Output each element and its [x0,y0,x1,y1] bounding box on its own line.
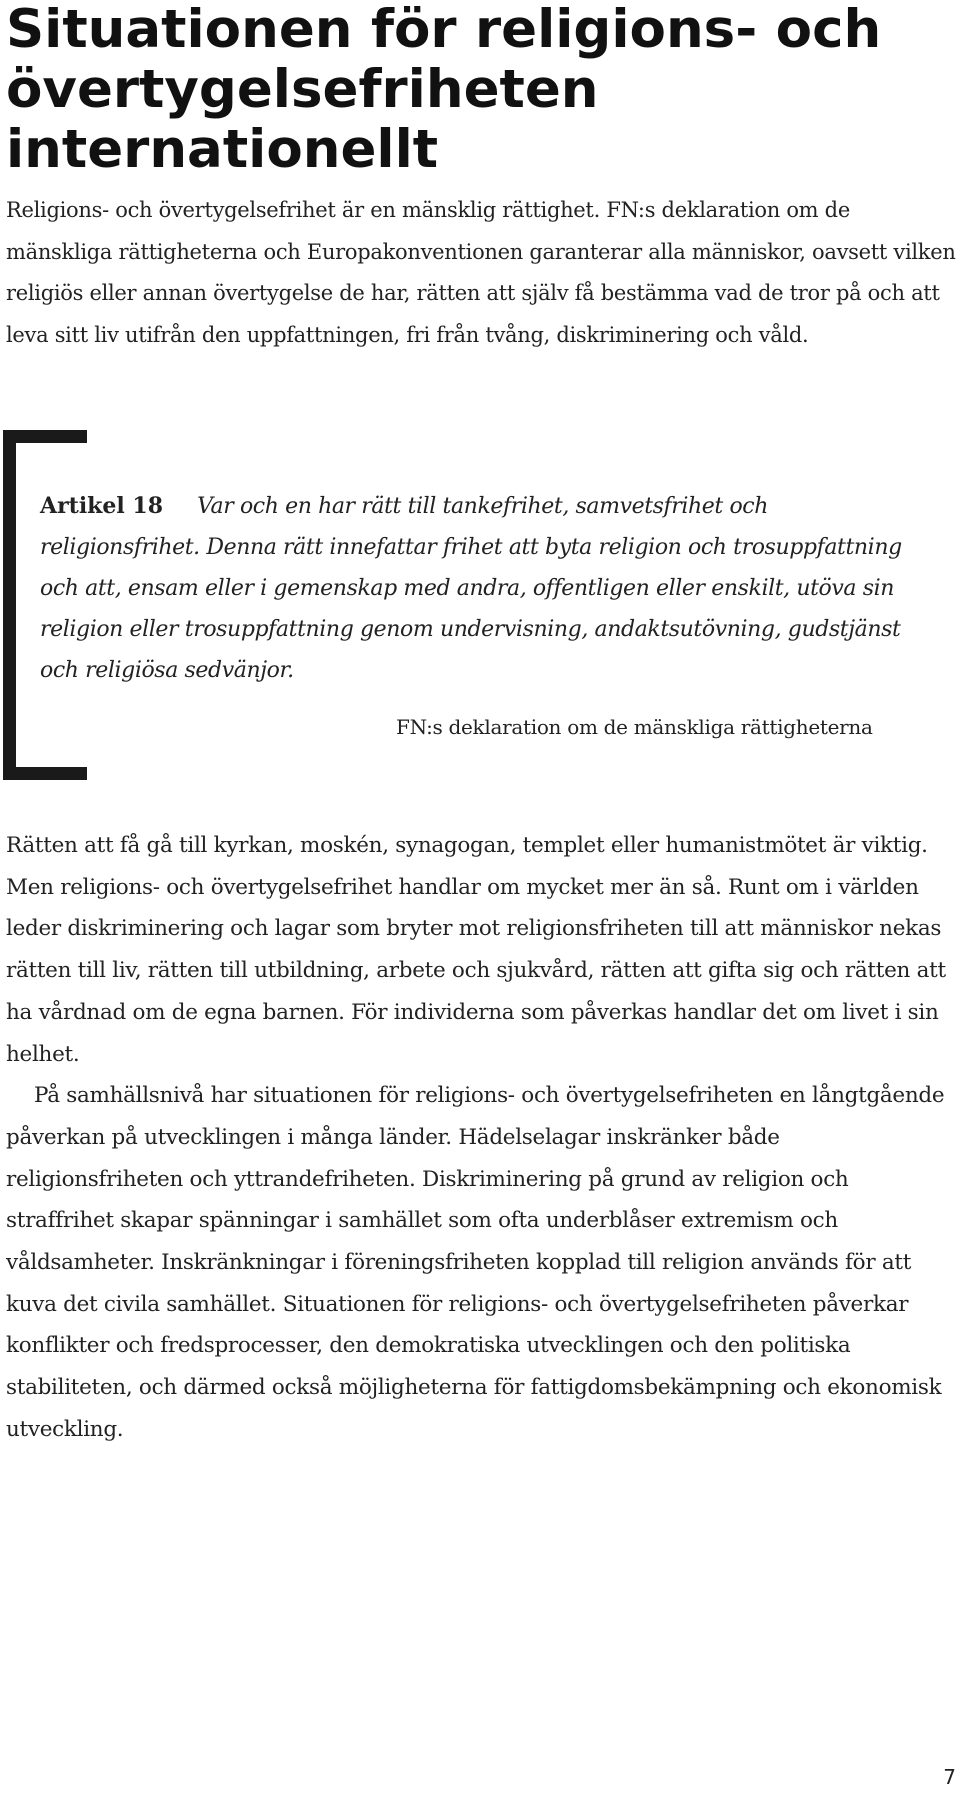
page-number: 7 [943,1765,956,1789]
page-title: Situationen för religions- och övertygelsefriheten internationellt [6,0,882,180]
article-label: Artikel 18 [40,493,164,519]
body-paragraph: På samhällsnivå har situationen för religions- och övertygelsefriheten en långtgående påverkan på utvecklingen i många länder. Hädelselagar inskränker både religionsfriheten och yttrandefriheten. Diskriminering på grund av religion och straffrihet skapar spänningar i samhället som ofta underblåser extremism och våldsamheter. Inskränkningar i föreningsfriheten kopplad till religion används för att kuva det civila samhället. Situationen för religions- och övertygelsefriheten påverkar konflikter och fredsprocesser, den demokratiska utvecklingen och den politiska stabiliteten, och därmed också möjligheterna för fattigdomsbekämpning och ekonomisk utveckling. [6,1083,945,1442]
article-quote-text: Var och en har rätt till tankefrihet, samvetsfrihet och religionsfrihet. Denna rätt innefattar frihet att byta religion och trosuppfattning och att, ensam eller i gemenskap med andra, offentligen eller enskilt, utöva sin religion eller trosuppfattning genom undervisning, andaktsutövning, gudstjänst och religiösa sedvänjor. [40,494,902,683]
body-text [6,825,956,1451]
intro-paragraph: Religions- och övertygelsefrihet är en mänsklig rättighet. FN:s deklaration om de mänskliga rättigheterna och Europakonventionen garanterar alla människor, oavsett vilken religiös eller annan övertygelse de har, rätten att själv få bestämma vad de tror på och att leva sitt liv utifrån den uppfattningen, fri från tvång, diskriminering och våld. [6,198,956,347]
article-quote [40,486,920,691]
body-paragraph: Rätten att få gå till kyrkan, moskén, synagogan, templet eller humanistmötet är viktig. Men religions- och övertygelsefrihet handlar om mycket mer än så. Runt om i världen leder diskriminering och lagar som bryter mot religionsfriheten till att människor nekas rätten till liv, rätten till utbildning, arbete och sjukvård, rätten att gifta sig och rätten att ha vårdnad om de egna barnen. För individerna som påverkas handlar det om livet i sin helhet. [6,833,946,1067]
quote-source: FN:s deklaration om de mänskliga rättigheterna [396,715,873,739]
